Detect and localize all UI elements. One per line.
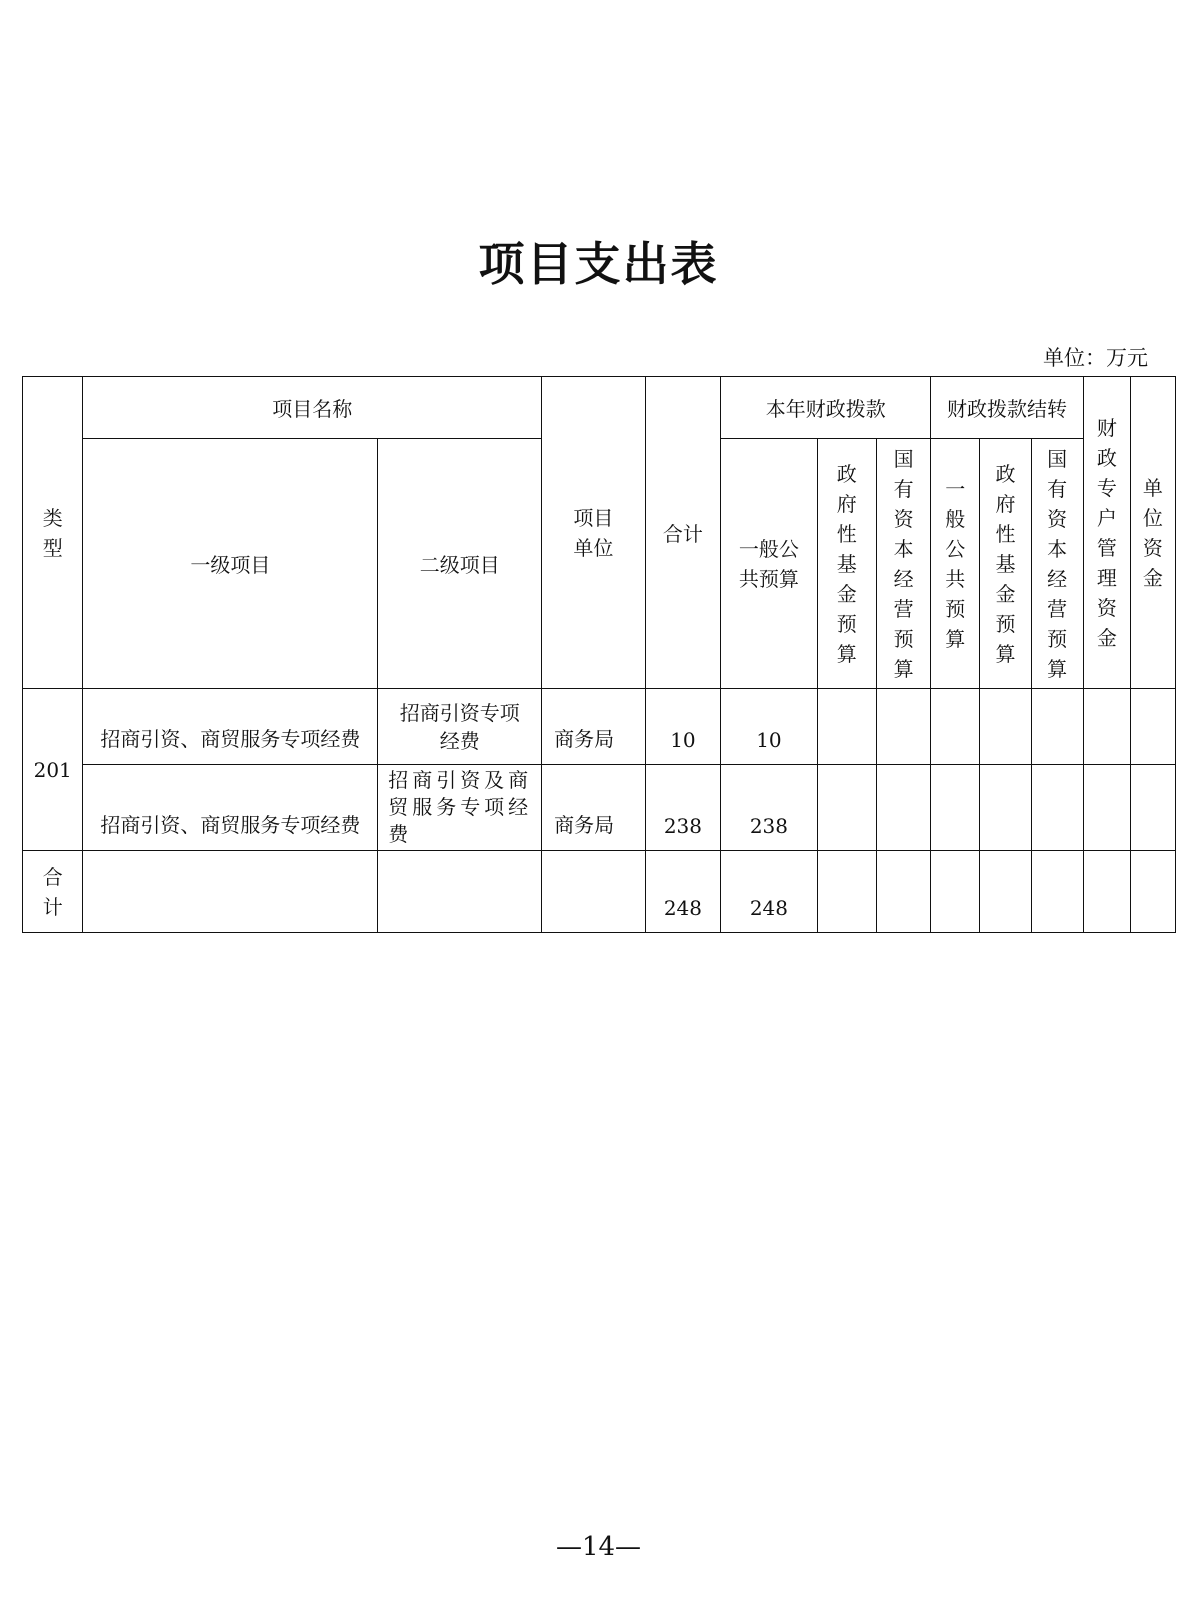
header-carryover: 财政拨款结转 [931, 377, 1084, 439]
unit-label: 单位：万元 [1043, 346, 1148, 370]
header-type: 类型 [23, 377, 83, 689]
summary-total: 248 [645, 851, 721, 933]
header-carry-state-capital: 国有资本经营预算 [1031, 439, 1083, 689]
row-general: 238 [721, 765, 817, 851]
summary-row [23, 851, 1176, 933]
project-expenditure-table [22, 376, 1176, 933]
header-unit-funds: 单位资金 [1130, 377, 1175, 689]
row-total: 10 [645, 689, 721, 765]
row-general: 10 [721, 689, 817, 765]
header-total: 合计 [645, 377, 721, 689]
page-number: —14— [555, 1532, 642, 1562]
page-title: 项目支出表 [478, 237, 719, 291]
header-state-capital-budget: 国有资本经营预算 [876, 439, 930, 689]
header-gov-fund-budget: 政府性基金预算 [817, 439, 876, 689]
header-project-name: 项目名称 [83, 377, 542, 439]
row-level2: 招商引资及商贸服务专项经费 [378, 765, 542, 851]
header-level2: 二级项目 [378, 439, 542, 689]
row-level1: 招商引资、商贸服务专项经费 [83, 765, 378, 851]
header-current-year-funding: 本年财政拨款 [721, 377, 931, 439]
header-carry-general: 一般公共预算 [931, 439, 980, 689]
header-carry-gov-fund: 政府性基金预算 [980, 439, 1031, 689]
summary-general: 248 [721, 851, 817, 933]
header-level1: 一级项目 [83, 439, 378, 689]
header-special-account: 财政专户管理资金 [1083, 377, 1130, 689]
table-row [23, 765, 1176, 851]
row-type: 201 [23, 689, 83, 851]
row-level2: 招商引资专项经费 [378, 689, 542, 765]
row-total: 238 [645, 765, 721, 851]
row-unit: 商务局 [542, 765, 645, 851]
row-unit: 商务局 [542, 689, 645, 765]
table-row [23, 689, 1176, 765]
header-general-budget: 一般公共预算 [721, 439, 817, 689]
row-level1: 招商引资、商贸服务专项经费 [83, 689, 378, 765]
summary-label: 合计 [23, 851, 83, 933]
header-project-unit: 项目单位 [542, 377, 645, 689]
